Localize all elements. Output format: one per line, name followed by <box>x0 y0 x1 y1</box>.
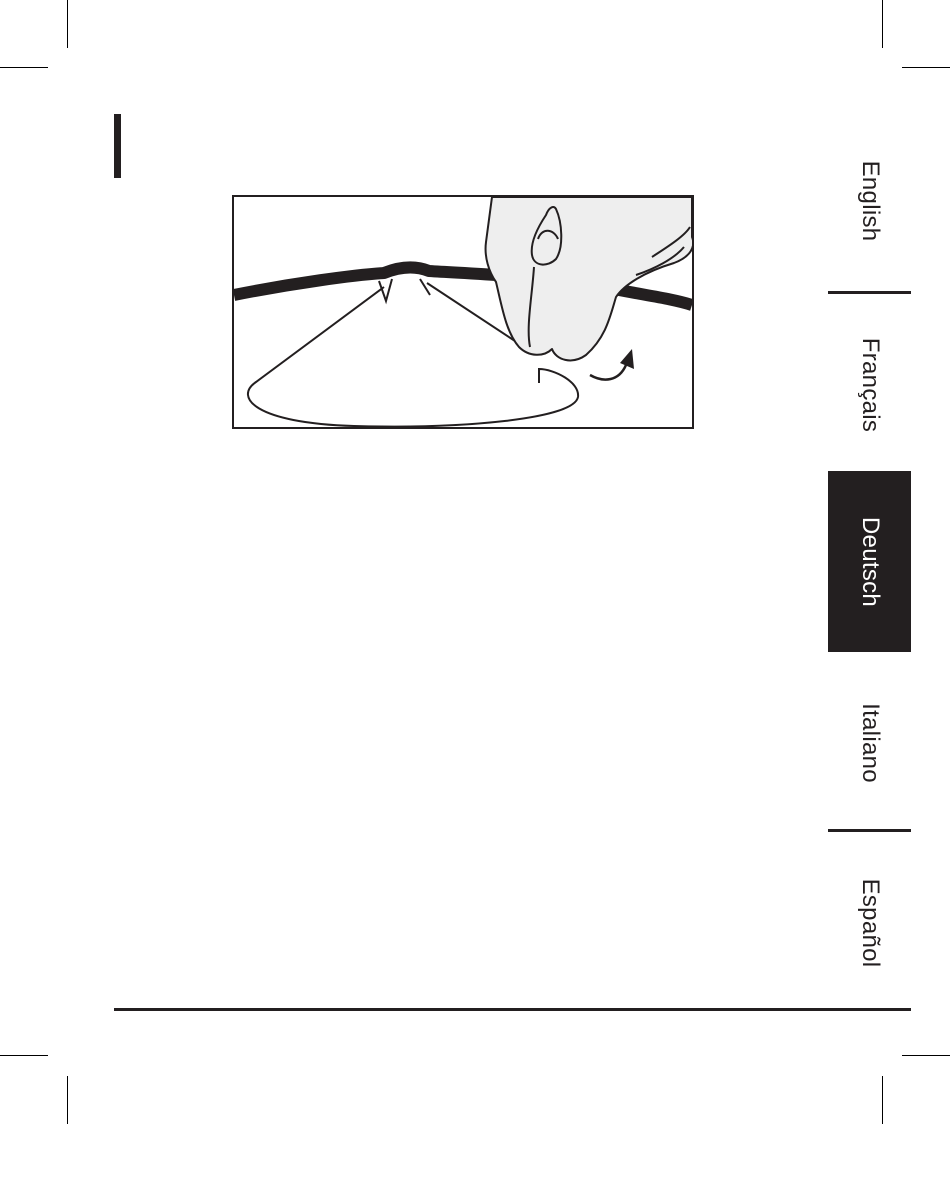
tab-francais-label: Français <box>856 337 884 432</box>
tab-deutsch-label: Deutsch <box>856 516 884 607</box>
crop-mark <box>67 1076 68 1124</box>
crop-mark <box>882 1076 883 1124</box>
section-marker <box>114 114 121 178</box>
tab-english-label: English <box>856 160 884 241</box>
instruction-illustration <box>232 195 694 429</box>
crop-mark <box>902 67 950 68</box>
wire-clip <box>379 279 430 301</box>
crop-mark <box>0 1055 48 1056</box>
tab-deutsch[interactable] <box>828 471 911 652</box>
footer-rule <box>114 1008 911 1011</box>
arrow-head <box>620 349 634 369</box>
pull-arrow <box>590 365 626 380</box>
tab-italiano[interactable] <box>828 652 911 833</box>
crop-mark <box>67 0 68 48</box>
crop-mark <box>882 0 883 48</box>
tab-italiano-label: Italiano <box>856 702 884 783</box>
tab-francais[interactable] <box>828 294 911 475</box>
hand-pulling-wire-illustration <box>234 197 692 427</box>
tab-espanol-label: Español <box>856 878 884 967</box>
hand <box>486 197 692 360</box>
language-tabs <box>828 110 911 1010</box>
crop-mark <box>902 1055 950 1056</box>
tab-espanol[interactable] <box>828 832 911 1013</box>
tab-english[interactable] <box>828 110 911 291</box>
crop-mark <box>0 67 48 68</box>
